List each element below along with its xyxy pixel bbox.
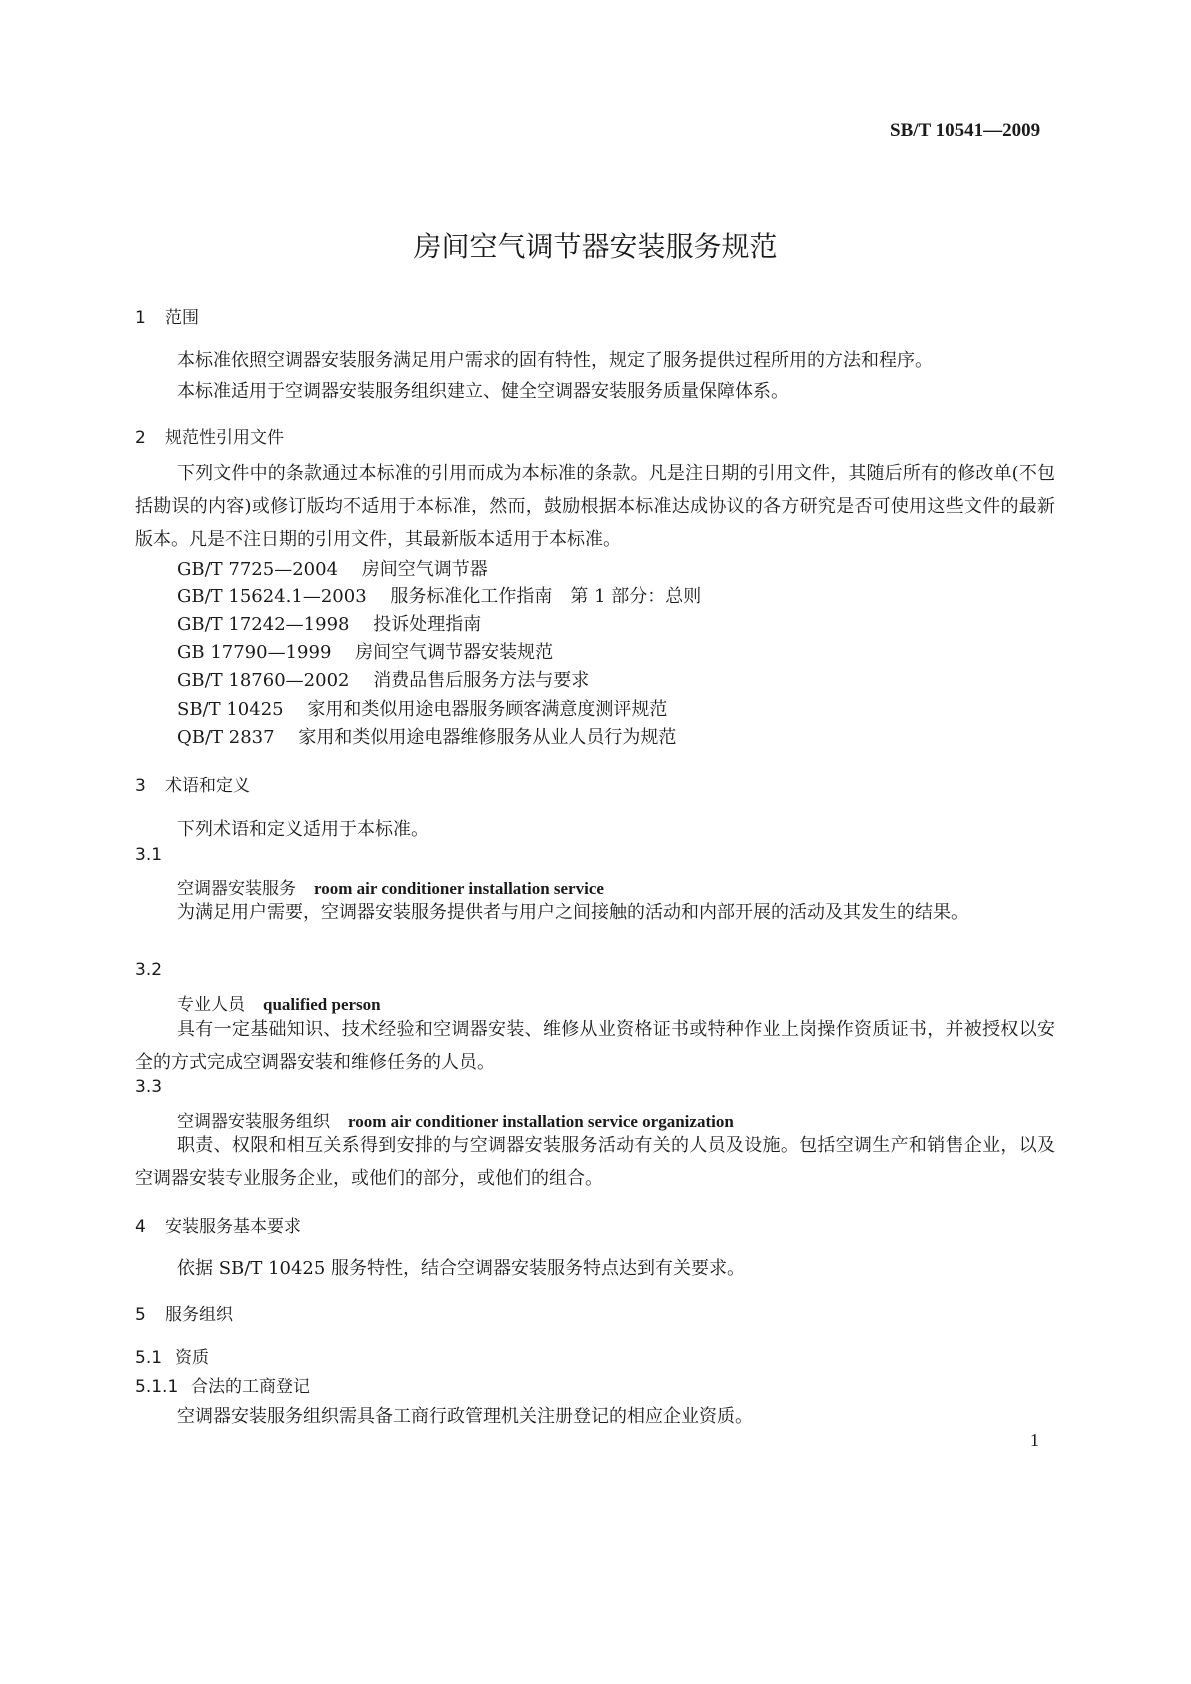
section-2-intro: 下列文件中的条款通过本标准的引用而成为本标准的条款。凡是注日期的引用文件，其随后所有的修改单(不包括勘误的内容)或修订版均不适用于本标准，然而，鼓励根据本标准达成协议的各方研究是否可使用这些文件的最新版本。凡是不注日期的引用文件，其最新版本适用于本标准。 [135,463,1055,550]
term-number: 3.2 [135,960,163,980]
subsection-5-1-heading: 5.1 资质 [135,1348,209,1368]
term-title: 专业人员 qualified person [177,995,381,1015]
document-title: 房间空气调节器安装服务规范 [413,230,778,263]
subsection-5-1-1-paragraph: 空调器安装服务组织需具备工商行政管理机关注册登记的相应企业资质。 [177,1406,753,1427]
term-number: 3.1 [135,845,163,865]
reference-item: GB 17790—1999 房间空气调节器安装规范 [177,642,554,663]
term-title: 空调器安装服务 room air conditioner installation service [177,879,604,899]
section-4-paragraph: 依据 SB/T 10425 服务特性，结合空调器安装服务特点达到有关要求。 [177,1258,746,1279]
section-5-heading: 5 服务组织 [135,1305,233,1325]
reference-item: SB/T 10425 家用和类似用途电器服务顾客满意度测评规范 [177,699,668,720]
term-definition: 为满足用户需要，空调器安装服务提供者与用户之间接触的活动和内部开展的活动及其发生的结果。 [177,902,969,923]
section-3-intro: 下列术语和定义适用于本标准。 [177,819,429,840]
term-definition: 具有一定基础知识、技术经验和空调器安装、维修从业资格证书或特种作业上岗操作资质证书，并被授权以安全的方式完成空调器安装和维修任务的人员。 [135,1019,1055,1073]
section-2-heading: 2 规范性引用文件 [135,428,284,448]
section-1-paragraph-2: 本标准适用于空调器安装服务组织建立、健全空调器安装服务质量保障体系。 [177,381,789,402]
term-definition: 职责、权限和相互关系得到安排的与空调器安装服务活动有关的人员及设施。包括空调生产和销售企业，以及空调器安装专业服务企业，或他们的部分，或他们的组合。 [135,1135,1055,1189]
page-number: 1 [1030,1430,1039,1450]
section-1-heading: 1 范围 [135,308,199,328]
section-3-heading: 3 术语和定义 [135,776,250,796]
reference-item: GB/T 17242—1998 投诉处理指南 [177,614,482,635]
reference-item: GB/T 18760—2002 消费品售后服务方法与要求 [177,670,590,691]
reference-item: GB/T 15624.1—2003 服务标准化工作指南 第 1 部分：总则 [177,586,702,607]
section-1-paragraph-1: 本标准依照空调器安装服务满足用户需求的固有特性，规定了服务提供过程所用的方法和程序。 [177,350,933,371]
section-4-heading: 4 安装服务基本要求 [135,1217,301,1237]
term-title: 空调器安装服务组织 room air conditioner installation service organization [177,1112,734,1132]
standard-number: SB/T 10541—2009 [890,120,1041,141]
reference-item: GB/T 7725—2004 房间空气调节器 [177,559,488,580]
reference-item: QB/T 2837 家用和类似用途电器维修服务从业人员行为规范 [177,727,677,748]
subsection-5-1-1-heading: 5.1.1 合法的工商登记 [135,1377,310,1397]
term-number: 3.3 [135,1077,163,1097]
